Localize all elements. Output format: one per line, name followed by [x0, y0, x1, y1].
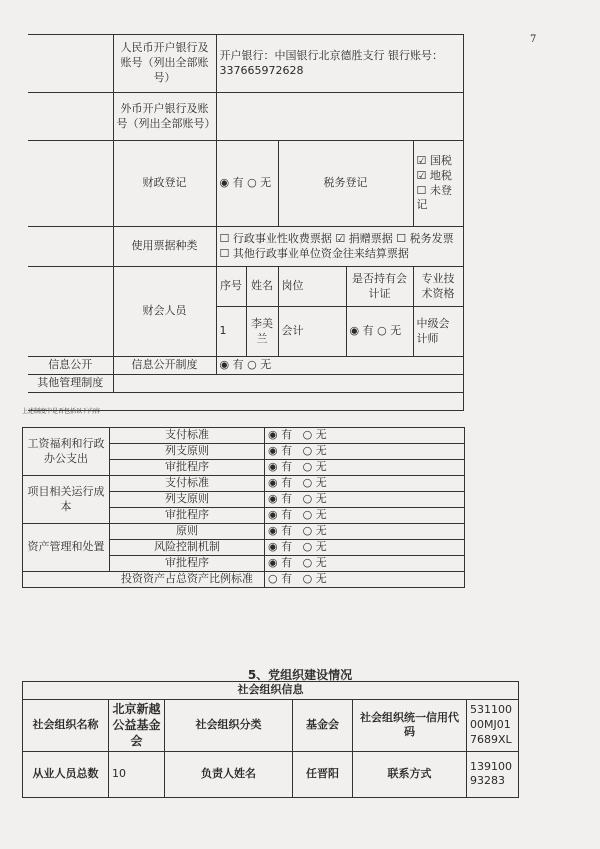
yes-radio[interactable]: ◉ 有: [268, 460, 293, 474]
yes-radio[interactable]: ◉ 有: [268, 508, 293, 522]
item-options: [265, 508, 465, 524]
staff-total-value: 10: [109, 751, 165, 797]
section-title: 5、党组织建设情况: [247, 668, 353, 682]
yes-radio[interactable]: ◉ 有: [268, 492, 293, 506]
staff-total-label: 从业人员总数: [23, 751, 109, 797]
acc-header-name: 姓名: [246, 267, 278, 307]
blank-left-cell: [28, 35, 113, 93]
no-radio[interactable]: ○ 无: [302, 524, 327, 538]
org-type-label: 社会组织分类: [165, 699, 293, 751]
org-name-label: 社会组织名称: [23, 699, 109, 751]
fiscal-yes-radio[interactable]: ◉ 有: [219, 176, 244, 190]
contact-label: 联系方式: [353, 751, 467, 797]
blank-left-cell: [28, 227, 113, 267]
info-public-no-radio[interactable]: ○ 无: [247, 358, 272, 371]
tax-invoice-checkbox[interactable]: ☐ 税务发票: [396, 231, 454, 245]
acc-header-no: 序号: [216, 267, 246, 307]
item-label: 审批程序: [110, 556, 265, 572]
item-options: [265, 476, 465, 492]
group-label-salary: 工资福利和行政办公支出: [23, 428, 110, 476]
item-options: [265, 524, 465, 540]
yes-radio[interactable]: ◉ 有: [268, 556, 293, 570]
org-info-header: 社会组织信息: [23, 682, 519, 700]
system-content-table: [22, 427, 465, 588]
blank-left-cell: [28, 93, 113, 141]
no-radio[interactable]: ○ 无: [302, 572, 327, 586]
tax-registration-options: [413, 141, 463, 227]
no-radio[interactable]: ○ 无: [302, 540, 327, 554]
item-options: [265, 492, 465, 508]
no-radio[interactable]: ○ 无: [302, 492, 327, 506]
other-system-value: [113, 374, 463, 392]
item-options: [265, 556, 465, 572]
fx-account-label: 外币开户银行及账号（列出全部账号）: [113, 93, 216, 141]
acc-row-post: 会计: [278, 307, 346, 357]
info-public-system: 信息公开制度: [113, 357, 216, 375]
group-label-asset: 资产管理和处置: [23, 524, 110, 572]
national-tax-checkbox[interactable]: ☑ 国税: [416, 153, 452, 167]
item-options: [265, 460, 465, 476]
no-radio[interactable]: ○ 无: [302, 444, 327, 458]
investment-ratio-label: 投资资产占总资产比例标准: [23, 572, 265, 588]
item-label: 列支原则: [110, 444, 265, 460]
fiscal-registration-label: 财政登记: [113, 141, 216, 227]
fiscal-registration-options: [216, 141, 278, 227]
no-radio[interactable]: ○ 无: [302, 556, 327, 570]
unregistered-checkbox[interactable]: ☐ 未登记: [416, 183, 452, 212]
yes-radio[interactable]: ◉ 有: [268, 524, 293, 538]
no-radio[interactable]: ○ 无: [302, 508, 327, 522]
yes-radio[interactable]: ○ 有: [268, 572, 293, 586]
item-label: 支付标准: [110, 476, 265, 492]
blank-left-cell: [28, 141, 113, 227]
org-type-value: 基金会: [293, 699, 353, 751]
blank-left-cell: [28, 267, 113, 357]
yes-radio[interactable]: ◉ 有: [268, 540, 293, 554]
group-label-project: 项目相关运行成本: [23, 476, 110, 524]
fiscal-no-radio[interactable]: ○ 无: [247, 176, 272, 190]
cert-no-radio[interactable]: ○ 无: [377, 324, 402, 338]
info-public-yes-radio[interactable]: ◉ 有: [219, 358, 244, 371]
admin-fee-bill-checkbox[interactable]: ☐ 行政事业性收费票据: [219, 231, 332, 245]
note-text: 上述制度中是否包括以下内容: [22, 408, 101, 415]
yes-radio[interactable]: ◉ 有: [268, 476, 293, 490]
rmb-account-label: 人民币开户银行及账号（列出全部账号）: [113, 35, 216, 93]
other-system-label: 其他管理制度: [28, 374, 113, 392]
cert-yes-radio[interactable]: ◉ 有: [349, 324, 374, 338]
bill-type-label: 使用票据种类: [113, 227, 216, 267]
no-radio[interactable]: ○ 无: [302, 428, 327, 442]
credit-code-value: 53110000MJ017689XL: [467, 699, 519, 751]
page-number: 7: [530, 34, 537, 45]
tax-registration-label: 税务登记: [278, 141, 413, 227]
acc-header-qual: 专业技术资格: [413, 267, 463, 307]
item-options: [265, 540, 465, 556]
yes-radio[interactable]: ◉ 有: [268, 428, 293, 442]
acc-row-cert: [346, 307, 413, 357]
acc-header-post: 岗位: [278, 267, 346, 307]
leader-name-label: 负责人姓名: [165, 751, 293, 797]
other-settlement-bill-checkbox[interactable]: ☐ 其他行政事业单位资金往来结算票据: [219, 246, 409, 260]
org-name-value: 北京新越公益基金会: [109, 699, 165, 751]
item-label: 列支原则: [110, 492, 265, 508]
no-radio[interactable]: ○ 无: [302, 460, 327, 474]
bleed-through-text: [120, 590, 123, 600]
info-public-options: [216, 357, 463, 375]
item-label: 风险控制机制: [110, 540, 265, 556]
leader-name-value: 任晋阳: [293, 751, 353, 797]
item-options: [265, 572, 465, 588]
item-options: [265, 444, 465, 460]
finance-info-table: [28, 34, 464, 411]
item-label: 审批程序: [110, 508, 265, 524]
item-label: 原则: [110, 524, 265, 540]
item-options: [265, 428, 465, 444]
bill-type-options: [216, 227, 463, 267]
item-label: 审批程序: [110, 460, 265, 476]
rmb-account-value: 开户银行：中国银行北京德胜支行 银行账号：337665972628: [216, 35, 463, 93]
no-radio[interactable]: ○ 无: [302, 476, 327, 490]
yes-radio[interactable]: ◉ 有: [268, 444, 293, 458]
fx-account-value: [216, 93, 463, 141]
acc-header-cert: 是否持有会计证: [346, 267, 413, 307]
credit-code-label: 社会组织统一信用代码: [353, 699, 467, 751]
accountant-label: 财会人员: [113, 267, 216, 357]
acc-row-qual: 中级会计师: [413, 307, 463, 357]
info-public-label: 信息公开: [28, 357, 113, 375]
item-label: 支付标准: [110, 428, 265, 444]
social-org-info-table: [22, 681, 519, 798]
donation-bill-checkbox[interactable]: ☑ 捐赠票据: [335, 231, 393, 245]
acc-row-no: 1: [216, 307, 246, 357]
contact-value: 13910093283: [467, 751, 519, 797]
acc-row-name: 李美兰: [246, 307, 278, 357]
local-tax-checkbox[interactable]: ☑ 地税: [416, 168, 452, 182]
